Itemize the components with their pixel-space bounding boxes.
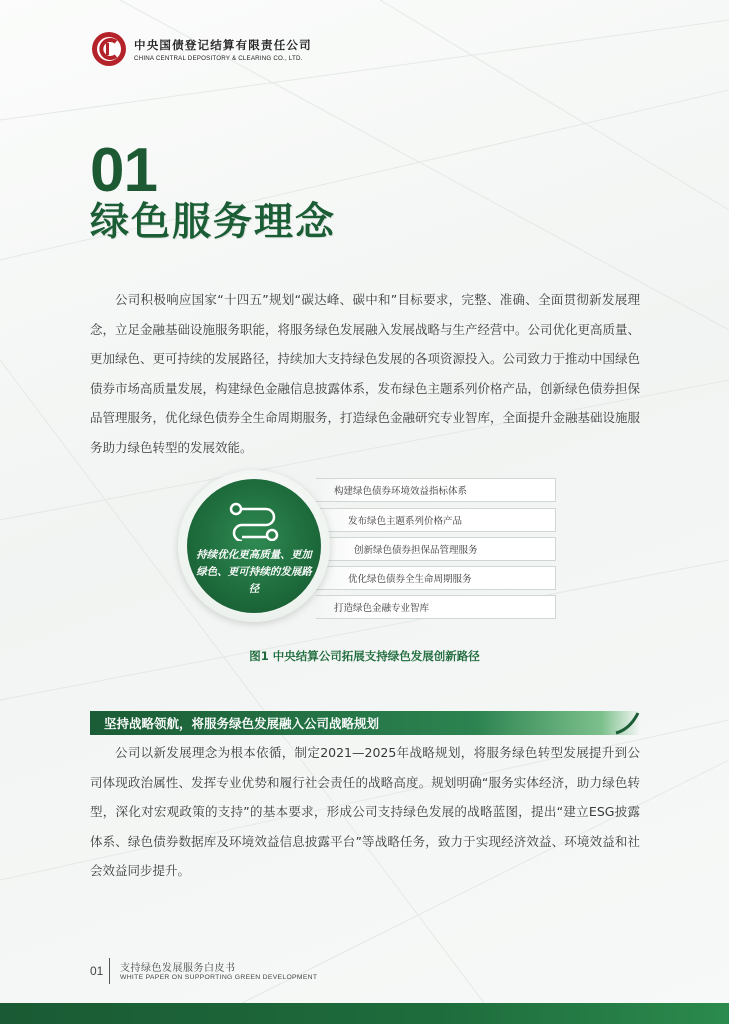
diagram-item-label: 优化绿色债券全生命周期服务 <box>348 574 472 585</box>
footer-divider <box>109 958 110 984</box>
footer-title-cn: 支持绿色发展服务白皮书 <box>120 963 236 974</box>
company-name-cn: 中央国债登记结算有限责任公司 <box>134 38 312 52</box>
diagram-item-label: 发布绿色主题系列价格产品 <box>348 516 463 527</box>
ccdc-logo-icon <box>90 30 128 68</box>
diagram-item <box>316 478 556 502</box>
path-route-icon <box>228 501 280 541</box>
banner-swoosh-icon <box>612 711 642 735</box>
page-number: 01 <box>90 964 104 978</box>
diagram-item <box>316 508 556 532</box>
footer-title-en: WHITE PAPER ON SUPPORTING GREEN DEVELOPMENT <box>120 974 318 981</box>
footer-bar <box>0 1003 729 1024</box>
figure-caption: 图1 中央结算公司拓展支持绿色发展创新路径 <box>249 649 480 663</box>
green-path-diagram <box>178 470 558 625</box>
subsection-banner <box>90 711 640 735</box>
section-title: 绿色服务理念 <box>90 200 337 245</box>
diagram-center-circle <box>178 470 330 622</box>
diagram-item <box>316 595 556 619</box>
subsection-title: 坚持战略领航，将服务绿色发展融入公司战略规划 <box>104 716 380 731</box>
company-name-en: CHINA CENTRAL DEPOSITORY & CLEARING CO., LTD. <box>134 55 303 62</box>
diagram-item <box>316 537 556 561</box>
diagram-item-label: 创新绿色债券担保品管理服务 <box>354 545 478 556</box>
company-logo <box>90 30 128 68</box>
section-number: 01 <box>90 136 157 205</box>
diagram-center-text: 持续优化更高质量、更加绿色、更可持续的发展路径 <box>196 549 312 595</box>
subsection-paragraph: 公司以新发展理念为根本依循，制定2021—2025年战略规划，将服务绿色转型发展提升到公司体现政治属性、发挥专业优势和履行社会责任的战略高度。规划明确“服务实体经济，助力绿色转型，深化对宏观政策的支持”的基本要求，形成公司支持绿色发展的战略蓝图，提出“建立ESG披露体系、绿色债券数据库及环境效益信息披露平台”等战略任务，致力于实现经济效益、环境效益和社会效益同步提升。 <box>90 745 640 878</box>
diagram-item-label: 构建绿色债券环境效益指标体系 <box>334 486 468 497</box>
diagram-item <box>316 566 556 590</box>
diagram-item-label: 打造绿色金融专业智库 <box>334 603 430 614</box>
intro-paragraph: 公司积极响应国家“十四五”规划“碳达峰、碳中和”目标要求，完整、准确、全面贯彻新发展理念，立足金融基础设施服务职能，将服务绿色发展融入发展战略与生产经营中。公司优化更高质量、更加绿色、更可持续的发展路径，持续加大支持绿色发展的各项资源投入。公司致力于推动中国绿色债券市场高质量发展，构建绿色金融信息披露体系，发布绿色主题系列价格产品，创新绿色债券担保品管理服务，优化绿色债券全生命周期服务，打造绿色金融研究专业智库，全面提升金融基础设施服务助力绿色转型的发展效能。 <box>90 292 641 455</box>
